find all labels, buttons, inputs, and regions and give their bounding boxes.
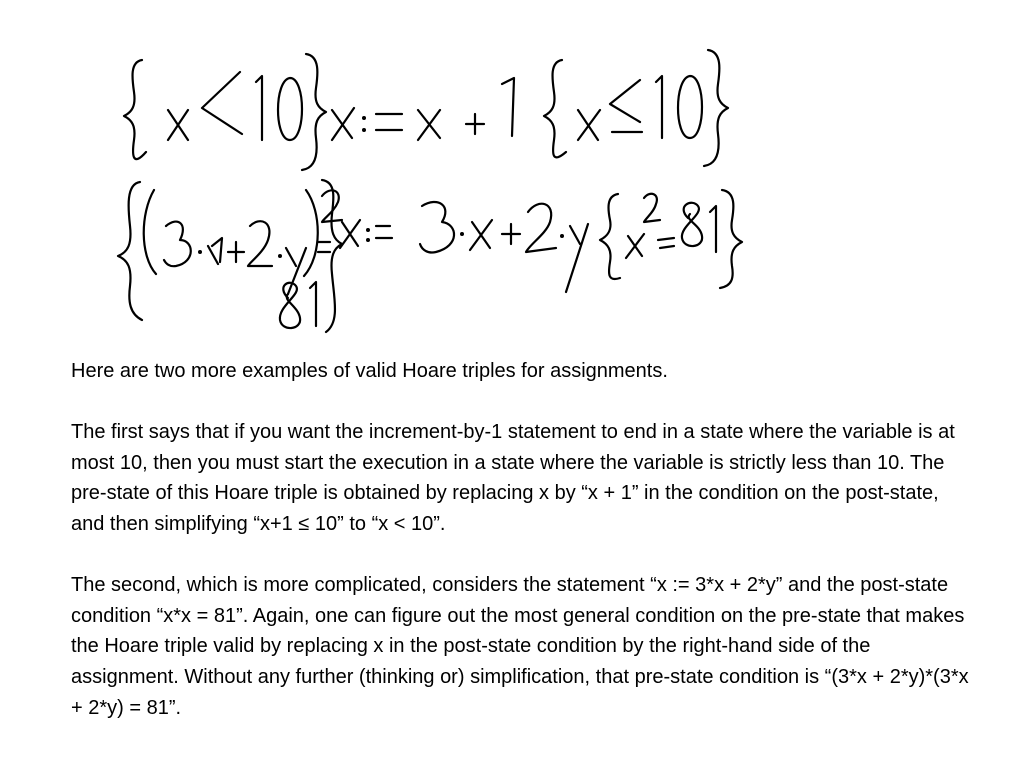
handwritten-triple-2: [118, 180, 742, 332]
paragraph-second-example: The second, which is more complicated, considers the statement “x := 3*x + 2*y” and the post-state condition “x*x = 81”. Again, one can figure out the most general condition on the pre-state that makes the Hoare triple valid by replacing x in the post-state condition by the right-hand side of the assignment. Without any further (thinking or) simplification, that pre-state condition is “(3*x + 2*y)*(3*x + 2*y) = 81”.: [71, 574, 969, 719]
paragraph-first-example: The first says that if you want the increment-by-1 statement to end in a state where the variable is at most 10, then you must start the execution in a state where the variable is strictly less than 10. The pre-state of this Hoare triple is obtained by replacing x by “x + 1” in the condition on the post-state, and then simplifying “x+1 ≤ 10” to “x < 10”.: [71, 421, 955, 535]
handwriting-drawing: [110, 30, 760, 350]
handwritten-triple-1: [124, 50, 728, 170]
explanation-text: [71, 356, 976, 723]
handwritten-hoare-triples: [110, 30, 760, 350]
paragraph-intro: Here are two more examples of valid Hoare triples for assignments.: [71, 360, 668, 382]
